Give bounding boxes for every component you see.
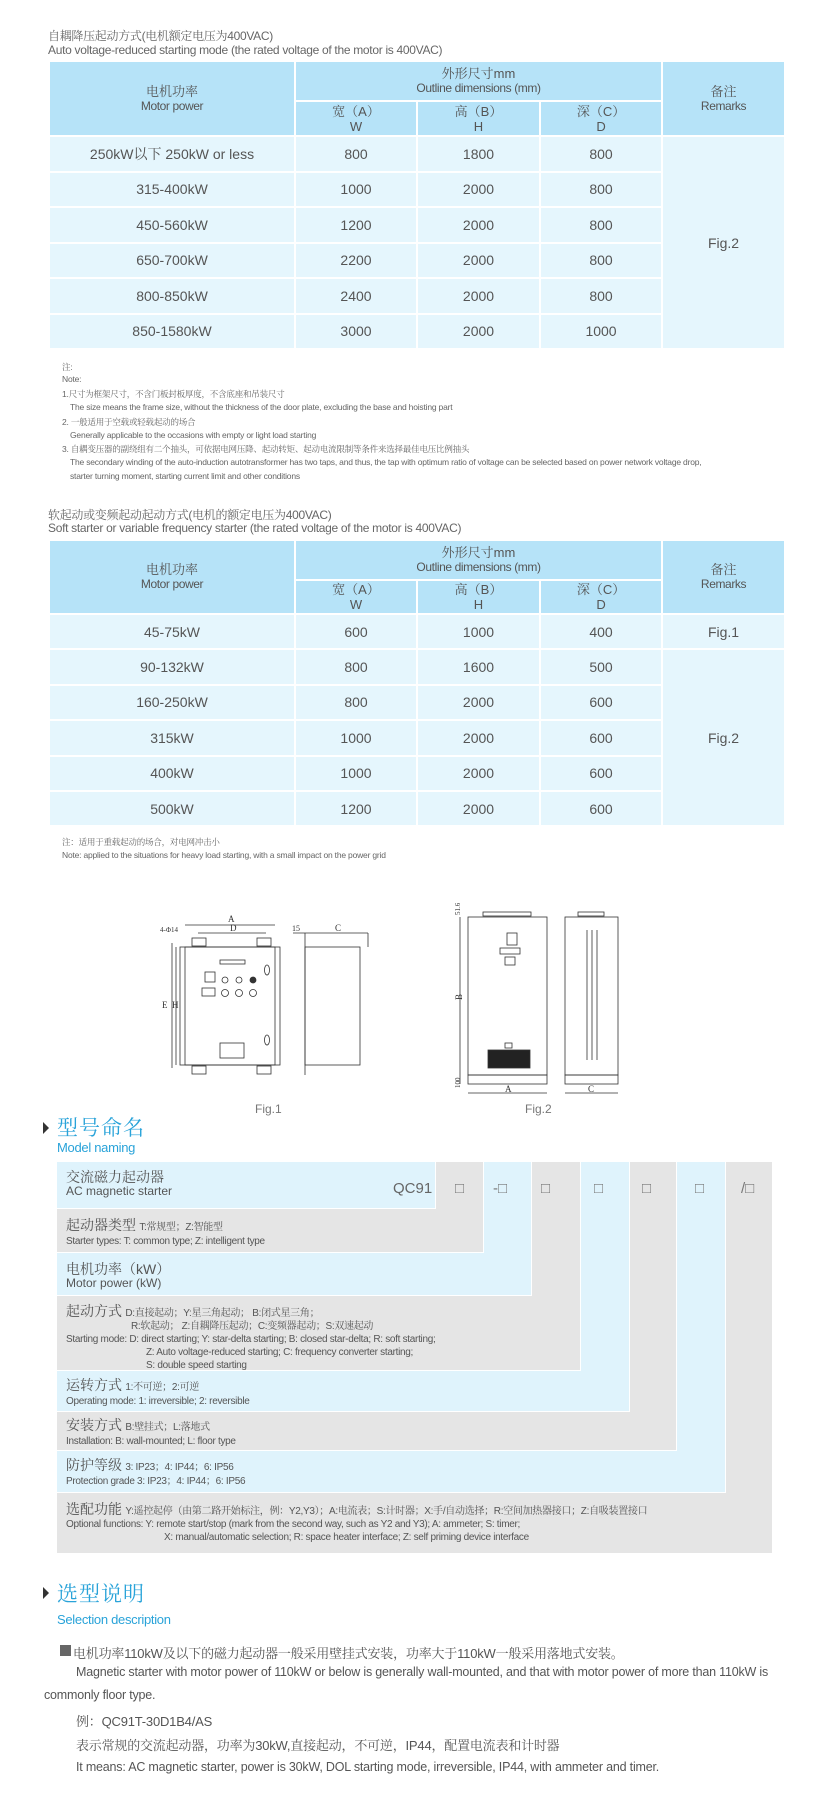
svg-text:15: 15 — [292, 924, 300, 933]
svg-text:A: A — [505, 1084, 512, 1094]
power-cell: 90-132kW — [49, 649, 295, 684]
height-cell: 2000 — [417, 278, 540, 314]
height-cell: 2000 — [417, 314, 540, 350]
code-placeholder-box: □ — [594, 1180, 604, 1197]
width-cell: 1000 — [295, 172, 417, 208]
header-width: 宽（A） W — [295, 101, 417, 136]
power-cell: 850-1580kW — [49, 314, 295, 350]
header-dims: 外形尺寸mm Outline dimensions (mm) — [295, 62, 662, 101]
header-power: 电机功率 Motor power — [49, 62, 295, 136]
naming-row-optional: 选配功能 Y:遥控起停（由第二路开始标注，例：Y2,Y3）；A:电流表；S:计时器；X:手/自动选择；R:空间加热器接口；Z:自吸装置接口 Optional functions: Y: remote start/stop (mark from the second way, such as Y2 and Y3); A: ammeter; S: timer; X: manual/automatic selection; R: space heater interface; Z: self priming device interface — [66, 1501, 648, 1543]
outline-drawings — [150, 900, 650, 1125]
naming-row-operating-mode: 运转方式 1:不可逆；2:可逆 Operating mode: 1: irreversible; 2: reversible — [66, 1377, 250, 1407]
height-cell: 1800 — [417, 136, 540, 172]
width-cell: 1000 — [295, 756, 417, 791]
section-arrow-icon — [43, 1587, 49, 1599]
width-cell: 2400 — [295, 278, 417, 314]
note-line: Note: — [62, 374, 82, 384]
depth-cell: 400 — [540, 614, 662, 649]
selection-line: It means: AC magnetic starter, power is 30kW, DOL starting mode, irreversible, IP44, with ammeter and timer. — [76, 1760, 660, 1774]
power-cell: 500kW — [49, 791, 295, 826]
table1-title-en: Auto voltage-reduced starting mode (the rated voltage of the motor is 400VAC) — [48, 43, 443, 57]
width-cell: 800 — [295, 136, 417, 172]
power-cell: 45-75kW — [49, 614, 295, 649]
naming-row-ac-starter: 交流磁力起动器 AC magnetic starter — [66, 1169, 173, 1198]
svg-text:4-Φ14: 4-Φ14 — [160, 926, 178, 934]
code-placeholder-box: □ — [695, 1180, 705, 1197]
table2-title-en: Soft starter or variable frequency starter (the rated voltage of the motor is 400VAC) — [48, 521, 462, 535]
power-cell: 650-700kW — [49, 243, 295, 279]
width-cell: 1000 — [295, 720, 417, 755]
fig1-caption: Fig.1 — [255, 1102, 282, 1116]
note-line: Generally applicable to the occasions with empty or light load starting — [70, 430, 317, 440]
power-cell: 450-560kW — [49, 207, 295, 243]
height-cell: 2000 — [417, 172, 540, 208]
model-code: QC91 — [393, 1180, 433, 1197]
height-cell: 2000 — [417, 791, 540, 826]
note-line: 3. 自耦变压器的副绕组有二个抽头，可依据电网压降、起动转矩、起动电流限制等条件来选择最佳电压比例抽头 — [62, 444, 470, 454]
width-cell: 600 — [295, 614, 417, 649]
remarks-cell: Fig.1 — [662, 614, 785, 649]
header-height: 高（B） H — [417, 580, 540, 614]
table2-title-zh: 软起动或变频起动起动方式(电机的额定电压为400VAC) — [48, 508, 332, 522]
selection-line: 表示常规的交流起动器，功率为30kW,直接起动，不可逆，IP44，配置电流表和计时器 — [76, 1738, 560, 1753]
naming-row-starting-mode: 起动方式 D:直接起动；Y:星三角起动； B:闭式星三角； R:软起动； Z:自耦降压起动；C:变频器起动；S:双速起动 Starting mode: D: direct starting; Y: star-delta starting; B: closed star-delta; R: soft starting; Z: Auto voltage-reduced starting; C: frequency converter starting; S: double speed starting — [66, 1303, 436, 1371]
header-depth: 深（C） D — [540, 580, 662, 614]
svg-text:B: B — [454, 993, 464, 1000]
header-dims: 外形尺寸mm Outline dimensions (mm) — [295, 541, 662, 580]
table-row — [49, 649, 785, 684]
selection-title: 选型说明 — [57, 1583, 145, 1606]
fig2-caption: Fig.2 — [525, 1102, 552, 1116]
width-cell: 1200 — [295, 791, 417, 826]
header-width: 宽（A） W — [295, 580, 417, 614]
note-line: 2. 一般适用于空载或轻载起动的场合 — [62, 417, 196, 427]
width-cell: 2200 — [295, 243, 417, 279]
svg-text:C: C — [588, 1084, 595, 1094]
svg-text:A: A — [228, 914, 235, 924]
svg-text:H: H — [172, 1000, 179, 1010]
code-placeholder-box: □ — [541, 1180, 551, 1197]
depth-cell: 600 — [540, 756, 662, 791]
code-placeholder-box: □ — [455, 1180, 465, 1197]
remarks-cell: Fig.2 — [662, 649, 785, 826]
code-placeholder-box: □ — [642, 1180, 652, 1197]
svg-text:E: E — [162, 1000, 168, 1010]
power-cell: 315-400kW — [49, 172, 295, 208]
depth-cell: 800 — [540, 278, 662, 314]
code-placeholder-box: /□ — [741, 1180, 755, 1197]
depth-cell: 800 — [540, 207, 662, 243]
table-row — [49, 136, 785, 172]
depth-cell: 800 — [540, 243, 662, 279]
width-cell: 3000 — [295, 314, 417, 350]
note-line: The secondary winding of the auto-induction autotransformer has two taps, and thus, the tap with optimum ratio of voltage can be selected based on power network voltage drop, — [70, 457, 702, 467]
naming-row-installation: 安装方式 B:壁挂式；L:落地式 Installation: B: wall-mounted; L: floor type — [66, 1417, 236, 1447]
naming-row-starter-type: 起动器类型 T:常规型；Z:智能型 Starter types: T: common type; Z: intelligent type — [66, 1217, 265, 1247]
depth-cell: 800 — [540, 172, 662, 208]
height-cell: 2000 — [417, 756, 540, 791]
naming-row-motor-power: 电机功率（kW） Motor power (kW) — [66, 1261, 171, 1290]
svg-text:51.6: 51.6 — [454, 902, 462, 915]
height-cell: 2000 — [417, 207, 540, 243]
note-line: The size means the frame size, without the thickness of the door plate, excluding the base and hoisting part — [70, 402, 453, 412]
power-cell: 315kW — [49, 720, 295, 755]
selection-subtitle: Selection description — [57, 1612, 171, 1627]
height-cell: 1600 — [417, 649, 540, 684]
note-line: 1.尺寸为框架尺寸，不含门板封板厚度，不含底座和吊装尺寸 — [62, 389, 285, 399]
table-row — [49, 614, 785, 649]
width-cell: 800 — [295, 649, 417, 684]
depth-cell: 600 — [540, 791, 662, 826]
power-cell: 160-250kW — [49, 685, 295, 720]
svg-text:100: 100 — [454, 1077, 462, 1088]
remarks-cell: Fig.2 — [662, 136, 785, 349]
height-cell: 2000 — [417, 685, 540, 720]
fig2-side-view — [565, 912, 618, 1093]
depth-cell: 1000 — [540, 314, 662, 350]
power-cell: 800-850kW — [49, 278, 295, 314]
model-naming-title: 型号命名 — [57, 1117, 145, 1140]
depth-cell: 800 — [540, 136, 662, 172]
table2-note-en: Note: applied to the situations for heavy load starting, with a small impact on the power grid — [62, 850, 386, 860]
height-cell: 2000 — [417, 243, 540, 279]
power-cell: 250kW以下 250kW or less — [49, 136, 295, 172]
depth-cell: 500 — [540, 649, 662, 684]
header-remarks: 备注 Remarks — [662, 541, 785, 614]
note-line: 注: — [62, 362, 73, 372]
section-arrow-icon — [43, 1122, 49, 1134]
width-cell: 800 — [295, 685, 417, 720]
selection-line: commonly floor type. — [44, 1688, 156, 1702]
depth-cell: 600 — [540, 685, 662, 720]
note-line: starter turning moment, starting current limit and other conditions — [70, 471, 300, 481]
code-placeholder-box: -□ — [493, 1180, 508, 1197]
selection-line: 电机功率110kW及以下的磁力起动器一般采用壁挂式安装，功率大于110kW一般采用落地式安装。 — [73, 1646, 624, 1661]
table2-note-zh: 注：适用于重载起动的场合，对电网冲击小 — [62, 837, 220, 847]
header-remarks: 备注 Remarks — [662, 62, 785, 136]
height-cell: 1000 — [417, 614, 540, 649]
svg-text:C: C — [335, 923, 342, 933]
bullet-square-icon — [60, 1645, 71, 1656]
table1-title-zh: 自耦降压起动方式(电机额定电压为400VAC) — [48, 29, 273, 43]
model-naming-subtitle: Model naming — [57, 1140, 136, 1155]
header-depth: 深（C） D — [540, 101, 662, 136]
header-height: 高（B） H — [417, 101, 540, 136]
selection-line: Magnetic starter with motor power of 110kW or below is generally wall-mounted, and that with motor power of more than 110kW is — [76, 1665, 769, 1679]
depth-cell: 600 — [540, 720, 662, 755]
selection-line: 例：QC91T-30D1B4/AS — [76, 1714, 213, 1729]
table1 — [48, 62, 786, 350]
power-cell: 400kW — [49, 756, 295, 791]
height-cell: 2000 — [417, 720, 540, 755]
fig1-front-view — [172, 925, 280, 1074]
naming-row-protection: 防护等级 3: IP23；4: IP44；6: IP56 Protection grade 3: IP23；4: IP44；6: IP56 — [66, 1457, 246, 1487]
svg-text:D: D — [230, 923, 237, 933]
header-power: 电机功率 Motor power — [49, 541, 295, 614]
table2 — [48, 541, 786, 827]
fig1-side-view — [293, 933, 368, 1075]
fig2-front-view — [460, 912, 547, 1093]
width-cell: 1200 — [295, 207, 417, 243]
